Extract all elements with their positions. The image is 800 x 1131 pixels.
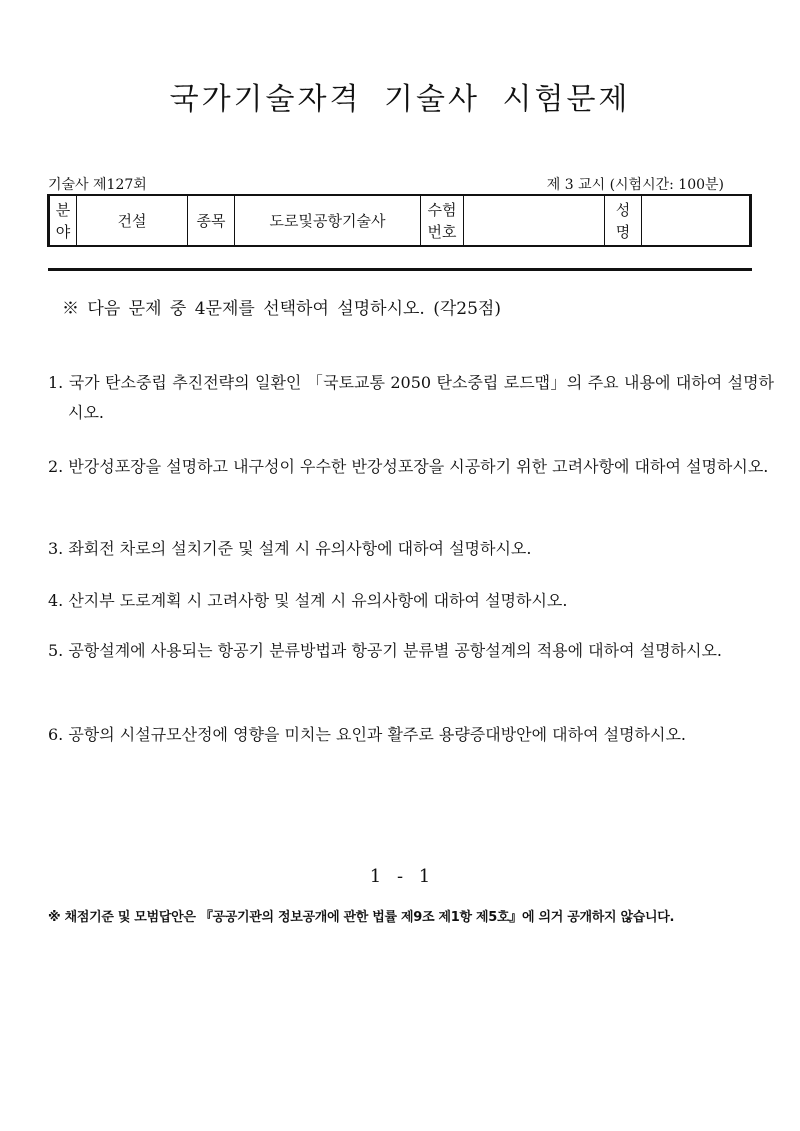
name-label-top: 성 [615, 200, 631, 219]
exam-meta-row [48, 174, 752, 194]
exam-number-label-bottom: 번호 [427, 222, 457, 241]
question-5: 5. 공항설계에 사용되는 항공기 분류방법과 항공기 분류별 공항설계의 적용에 대하여 설명하시오. [48, 641, 722, 660]
question-2: 2. 반강성포장을 설명하고 내구성이 우수한 반강성포장을 시공하기 위한 고려사항에 대하여 설명하시오. [48, 457, 769, 476]
question-3: 3. 좌회전 차로의 설치기준 및 설계 시 유의사항에 대하여 설명하시오. [48, 539, 532, 558]
exam-number-label-cell [421, 195, 464, 246]
field-label-bottom: 야 [55, 222, 71, 241]
exam-number-value[interactable] [464, 195, 605, 246]
instruction-text: ※ 다음 문제 중 4문제를 선택하여 설명하시오. (각25점) [62, 299, 501, 319]
exam-info-table [47, 194, 752, 247]
field-value: 건설 [77, 195, 188, 246]
field-label-cell [49, 195, 77, 246]
name-label-bottom: 명 [615, 222, 631, 241]
exam-number-label-top: 수험 [427, 200, 457, 219]
document-title: 국가기술자격 기술사 시험문제 [169, 82, 631, 117]
period-label: 제 3 교시 (시험시간: 100분) [546, 177, 724, 193]
footnote: ※ 채점기준 및 모범답안은 『공공기관의 정보공개에 관한 법률 제9조 제1항 제5호』에 의거 공개하지 않습니다. [48, 910, 675, 925]
question-6: 6. 공항의 시설규모산정에 영향을 미치는 요인과 활주로 용량증대방안에 대하여 설명하시오. [48, 725, 686, 744]
header-divider [48, 268, 752, 271]
name-value[interactable] [642, 195, 751, 246]
category-label: 종목 [188, 195, 235, 246]
name-label-cell [605, 195, 642, 246]
session-label: 기술사 제127회 [48, 177, 147, 193]
category-value: 도로및공항기술사 [235, 195, 421, 246]
question-4: 4. 산지부 도로계획 시 고려사항 및 설계 시 유의사항에 대하여 설명하시오. [48, 591, 568, 610]
field-label-top: 분 [55, 200, 71, 219]
question-1: 1. 국가 탄소중립 추진전략의 일환인 「국토교통 2050 탄소중립 로드맵」의 주요 내용에 대하여 설명하시오. [48, 373, 774, 422]
page-number: 1 - 1 [369, 866, 431, 887]
